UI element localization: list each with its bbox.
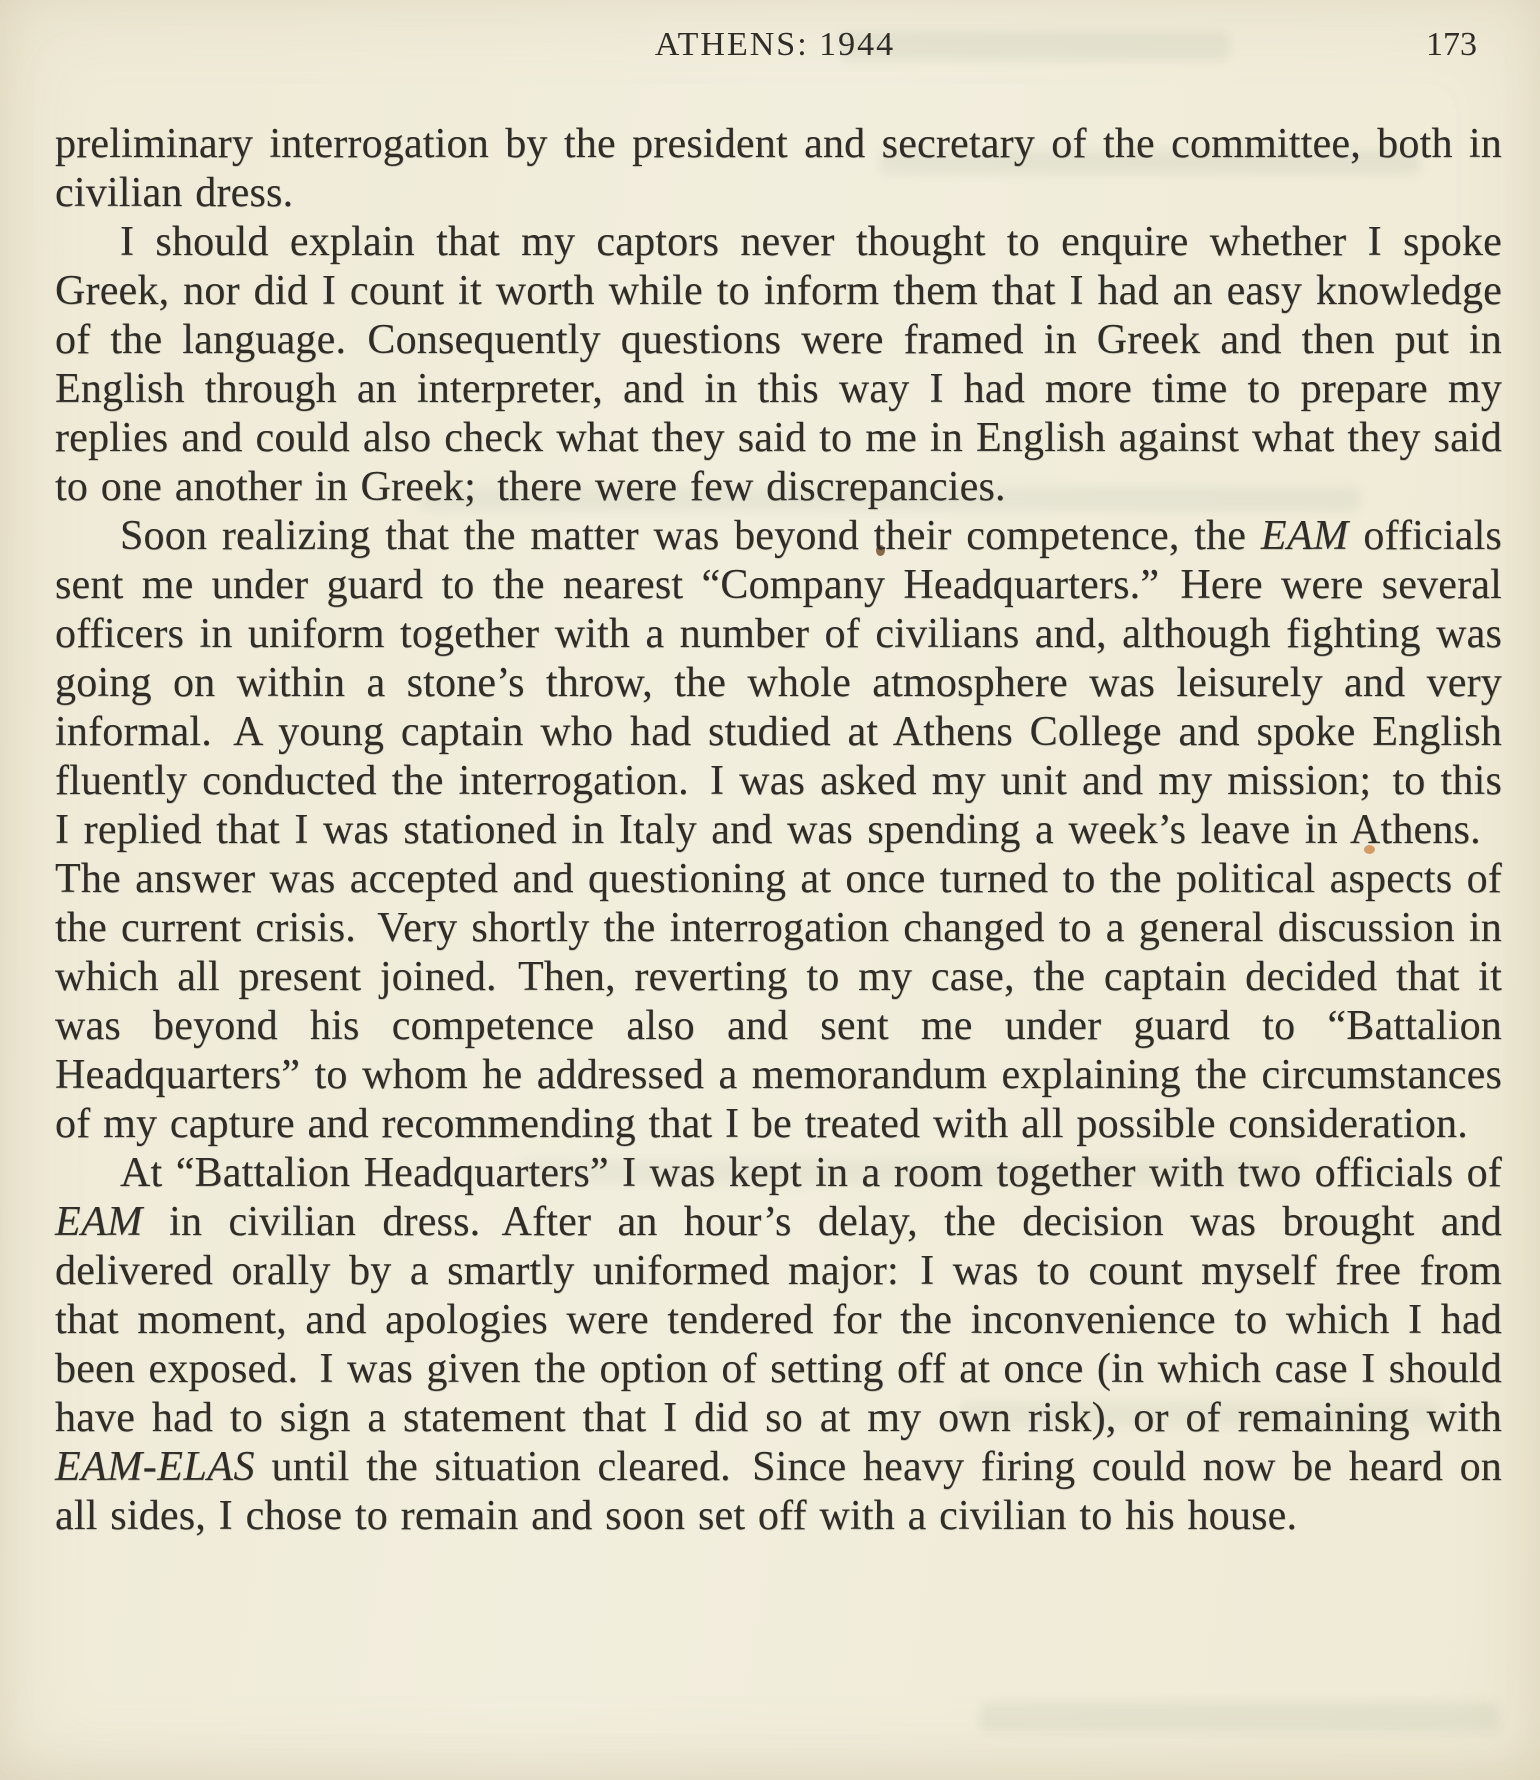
text-run: Soon realizing that the matter was beyond their competence, the <box>120 513 1261 559</box>
text-run: in civilian dress. After an hour’s delay, the decision was brought and delivered orally by a smartly uniformed major: I was to count myself free from that moment, and apologies were tendered for the inconvenience to which I had been exposed. I was given the option of setting off at once (in which case I should have had to sign a statement that I did so at my own risk), or of remaining with <box>55 1199 1502 1441</box>
text-run: officials sent me under guard to the nearest “Company Headquarters.” Here were several officers in uniform together with a number of civilians and, although fighting was going on within a stone’s throw, the whole atmosphere was leisurely and very informal. A young captain who had studied at Athens College and spoke English fluently conducted the interrogation. I was asked my unit and my mission; to this I replied that I was stationed in Italy and was spending a week’s leave in Athens. The answer was accepted and questioning at once turned to the political aspects of the current crisis. Very shortly the interrogation changed to a general discussion in which all present joined. Then, reverting to my case, the captain decided that it was beyond his competence also and sent me under guard to “Battalion Headquarters” to whom he addressed a memorandum explaining the circumstances of my capture and recommending that I be treated with all possible consideration. <box>55 513 1502 1147</box>
paragraph <box>55 512 1502 1149</box>
text-run: until the situation cleared. Since heavy firing could now be heard on all sides, I chose to remain and soon set off with a civilian to his house. <box>55 1444 1502 1539</box>
paragraph <box>55 1149 1502 1541</box>
show-through-ghost <box>980 1702 1500 1732</box>
body-text <box>55 120 1502 1541</box>
paragraph <box>55 120 1502 218</box>
paragraph <box>55 218 1502 512</box>
page-number: 173 <box>1426 26 1477 63</box>
italic-term: EAM <box>55 1199 143 1245</box>
running-head <box>55 26 1495 70</box>
italic-term: EAM <box>1260 513 1349 559</box>
running-head-title: ATHENS: 1944 <box>654 26 896 63</box>
text-run: preliminary interrogation by the president and secretary of the committee, both in civilian dress. <box>55 121 1502 216</box>
text-run: I should explain that my captors never thought to enquire whether I spoke Greek, nor did I count it worth while to inform them that I had an easy knowledge of the language. Consequently questions were framed in Greek and then put in English through an interpreter, and in this way I had more time to prepare my replies and could also check what they said to me in English against what they said to one another in Greek; there were few discrepancies. <box>55 219 1502 510</box>
text-run: At “Battalion Headquarters” I was kept in a room together with two officials of <box>120 1150 1502 1196</box>
italic-term: EAM-ELAS <box>55 1444 255 1490</box>
